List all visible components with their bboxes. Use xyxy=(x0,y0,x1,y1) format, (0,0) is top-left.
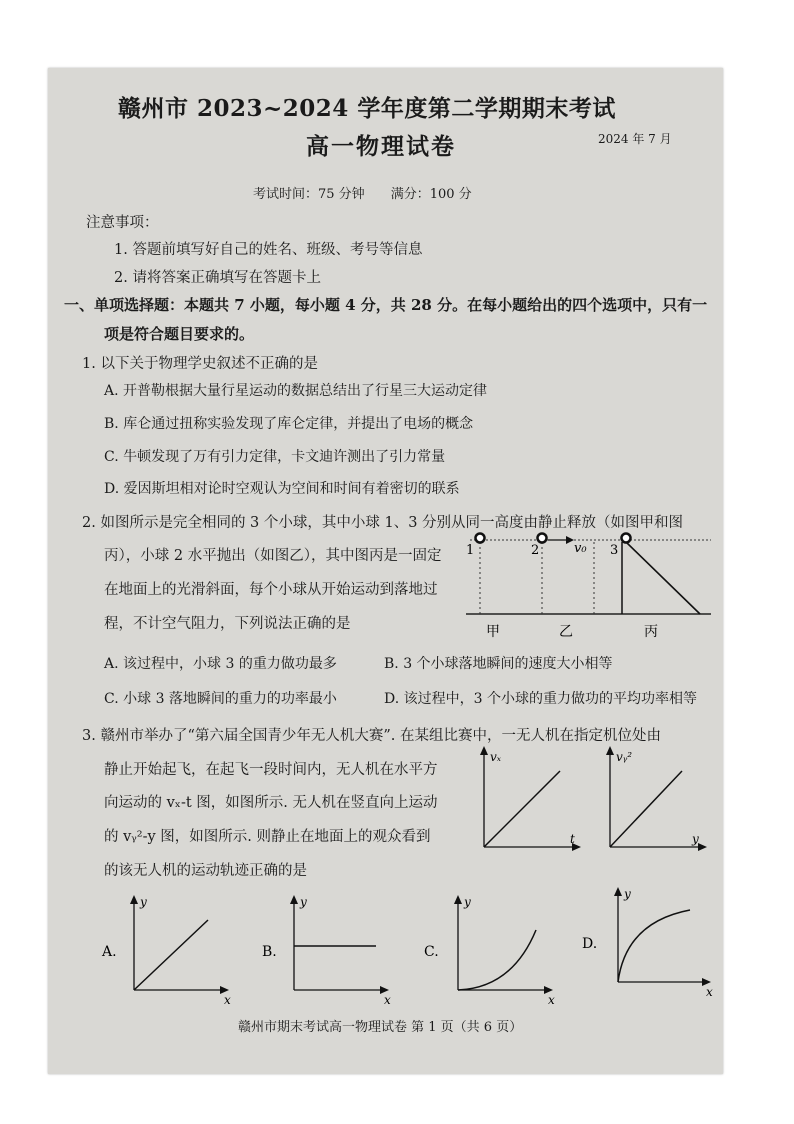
y-axis-arrow xyxy=(290,895,298,904)
trajectory-curve xyxy=(458,930,536,990)
panel-label-bing: 丙 xyxy=(644,624,658,640)
exam-title: 赣州市 2023~2024 学年度第二学期期末考试 xyxy=(118,95,616,122)
x-axis-label: x xyxy=(384,993,391,1007)
exam-subtitle: 高一物理试卷 xyxy=(306,133,456,160)
note-item: 2. 请将答案正确填写在答题卡上 xyxy=(114,270,321,286)
choice-label: A. xyxy=(102,944,117,960)
y-axis-arrow xyxy=(614,887,622,896)
y-axis-label: vᵧ² xyxy=(616,750,633,764)
q2-figure xyxy=(456,530,718,640)
q3-stem-line: 3. 赣州市举办了“第六届全国青少年无人机大赛”. 在某组比赛中，一无人机在指定机位处由 xyxy=(82,728,661,744)
exam-info xyxy=(253,183,472,202)
ball-label-1: 1 xyxy=(466,543,475,558)
notes-heading: 注意事项： xyxy=(86,215,159,231)
q2-option-d: D. 该过程中，3 个小球的重力做功的平均功率相等 xyxy=(384,691,697,707)
y-axis-label: vₓ xyxy=(490,750,502,764)
q2-stem-line: 在地面上的光滑斜面，每个小球从开始运动到落地过 xyxy=(104,582,438,598)
q3-graph-vx-t xyxy=(466,743,586,855)
section-heading-cont: 项是符合题目要求的。 xyxy=(104,325,255,343)
x-axis-label: x xyxy=(224,993,231,1007)
ball-1 xyxy=(476,534,485,543)
y-axis-arrow xyxy=(606,746,614,755)
ball-label-2: 2 xyxy=(531,543,540,558)
y-axis-label: y xyxy=(624,887,631,901)
full-score: 满分：100 分 xyxy=(390,187,472,202)
q3-stem-line: 向运动的 vₓ-t 图，如图所示. 无人机在竖直向上运动 xyxy=(104,795,438,811)
ball-2 xyxy=(538,534,547,543)
exam-date: 2024 年 7 月 xyxy=(598,132,672,146)
q1-option-b: B. 库仑通过扭称实验发现了库仑定律，并提出了电场的概念 xyxy=(104,416,474,432)
q2-stem-line: 程，不计空气阻力，下列说法正确的是 xyxy=(104,616,351,632)
q2-option-b: B. 3 个小球落地瞬间的速度大小相等 xyxy=(384,656,613,672)
section-heading: 一、单项选择题：本题共 7 小题，每小题 4 分，共 28 分。在每小题给出的四个选项中，只有一 xyxy=(64,296,708,314)
q2-option-a: A. 该过程中，小球 3 的重力做功最多 xyxy=(104,656,337,672)
trajectory-curve xyxy=(618,910,690,982)
q3-choice-b xyxy=(258,890,398,1008)
x-axis-label: y xyxy=(692,832,699,846)
y-axis-arrow xyxy=(130,895,138,904)
velocity-arrowhead xyxy=(566,536,574,544)
x-axis-arrow xyxy=(698,843,707,851)
page-footer: 赣州市期末考试高一物理试卷 第 1 页（共 6 页） xyxy=(238,1020,523,1035)
note-item: 1. 答题前填写好自己的姓名、班级、考号等信息 xyxy=(114,242,423,258)
q1-option-d: D. 爱因斯坦相对论时空观认为空间和时间有着密切的联系 xyxy=(104,481,460,497)
q3-choice-a xyxy=(98,890,238,1008)
y-axis-label: y xyxy=(300,895,307,909)
q2-stem-line: 丙），小球 2 水平抛出（如图乙），其中图丙是一固定 xyxy=(104,548,442,564)
choice-label: C. xyxy=(424,944,439,960)
q2-option-c: C. 小球 3 落地瞬间的重力的功率最小 xyxy=(104,691,337,707)
velocity-label: v₀ xyxy=(574,541,587,556)
ball-3 xyxy=(622,534,631,543)
y-axis-label: y xyxy=(464,895,471,909)
ball-label-3: 3 xyxy=(610,543,619,558)
choice-label: D. xyxy=(582,936,598,952)
x-axis-label: x xyxy=(706,985,713,999)
x-axis-label: x xyxy=(548,993,555,1007)
q3-stem-line: 的该无人机的运动轨迹正确的是 xyxy=(104,863,307,879)
q3-choice-d xyxy=(578,882,718,1000)
trajectory-line xyxy=(134,920,208,990)
x-axis-label: t xyxy=(570,832,575,846)
y-axis-arrow xyxy=(454,895,462,904)
q3-stem-line: 静止开始起飞，在起飞一段时间内，无人机在水平方 xyxy=(104,762,438,778)
q1-option-c: C. 牛顿发现了万有引力定律，卡文迪许测出了引力常量 xyxy=(104,449,446,465)
q1-stem: 1. 以下关于物理学史叙述不正确的是 xyxy=(82,356,318,372)
y-axis-arrow xyxy=(480,746,488,755)
line-graph xyxy=(610,771,682,847)
q3-graph-vy2-y xyxy=(592,743,712,855)
q3-stem-line: 的 vᵧ²-y 图，如图所示. 则静止在地面上的观众看到 xyxy=(104,829,431,845)
line-graph xyxy=(484,771,560,847)
q1-option-a: A. 开普勒根据大量行星运动的数据总结出了行星三大运动定律 xyxy=(104,383,488,399)
incline-slope xyxy=(626,542,700,614)
q3-choice-c xyxy=(422,890,562,1008)
y-axis-label: y xyxy=(140,895,147,909)
panel-label-yi: 乙 xyxy=(559,624,573,640)
exam-paper xyxy=(48,68,723,1074)
choice-label: B. xyxy=(262,944,277,960)
panel-label-jia: 甲 xyxy=(486,624,500,640)
q2-stem-line: 2. 如图所示是完全相同的 3 个小球，其中小球 1、3 分别从同一高度由静止释放（如图甲和图 xyxy=(82,515,684,531)
exam-time: 考试时间：75 分钟 xyxy=(253,187,365,202)
